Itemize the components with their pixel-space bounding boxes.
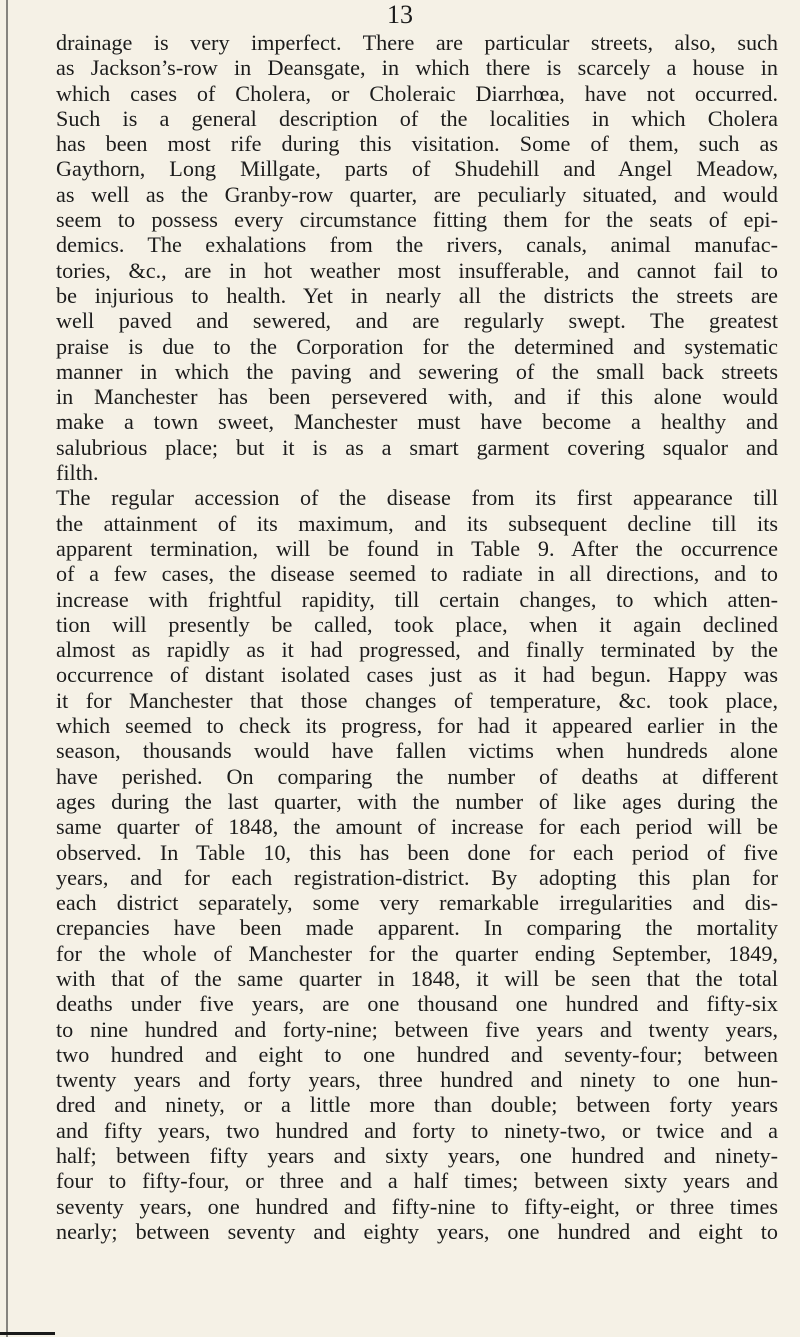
- text-line: four to fifty-four, or three and a half times; between sixty years and: [56, 1168, 778, 1194]
- text-line: praise is due to the Corporation for the determined and systematic: [56, 333, 778, 359]
- bottom-edge-rule: [0, 1332, 55, 1335]
- text-line: increase with frightful rapidity, till certain changes, to which atten-: [56, 586, 778, 612]
- page-number: 13: [387, 0, 413, 29]
- page-edge-rule: [6, 0, 8, 1337]
- text-line: for the whole of Manchester for the quarter ending September, 1849,: [56, 940, 778, 966]
- text-line: tion will presently be called, took place, when it again declined: [56, 611, 778, 637]
- text-line: well paved and sewered, and are regularly swept. The greatest: [56, 308, 778, 334]
- text-line: in Manchester has been persevered with, and if this alone would: [56, 384, 778, 410]
- body-text: [56, 30, 778, 1244]
- text-line: which seemed to check its progress, for had it appeared earlier in the: [56, 713, 778, 739]
- text-line: seem to possess every circumstance fitting them for the seats of epi-: [56, 207, 778, 233]
- text-line: twenty years and forty years, three hundred and ninety to one hun-: [56, 1067, 778, 1093]
- text-line: be injurious to health. Yet in nearly all the districts the streets are: [56, 282, 778, 308]
- text-line: as well as the Granby-row quarter, are peculiarly situated, and would: [56, 181, 778, 207]
- text-line: half; between fifty years and sixty years, one hundred and ninety-: [56, 1143, 778, 1169]
- text-line: filth.: [56, 460, 99, 486]
- text-line: The regular accession of the disease from its first appearance till: [56, 485, 778, 511]
- text-line: the attainment of its maximum, and its subsequent decline till its: [56, 510, 778, 536]
- text-line: make a town sweet, Manchester must have become a healthy and: [56, 409, 778, 435]
- text-line: as Jackson’s-row in Deansgate, in which there is scarcely a house in: [56, 55, 778, 81]
- text-line: years, and for each registration-district. By adopting this plan for: [56, 864, 778, 890]
- text-line: each district separately, some very remarkable irregularities and dis-: [56, 890, 778, 916]
- text-line: which cases of Cholera, or Choleraic Diarrhœa, have not occurred.: [56, 80, 778, 106]
- text-line: it for Manchester that those changes of temperature, &c. took place,: [56, 687, 778, 713]
- text-line: deaths under five years, are one thousand one hundred and fifty-six: [56, 991, 778, 1017]
- text-line: crepancies have been made apparent. In comparing the mortality: [56, 915, 778, 941]
- text-line: dred and ninety, or a little more than double; between forty years: [56, 1092, 778, 1118]
- text-line: drainage is very imperfect. There are particular streets, also, such: [56, 30, 778, 55]
- text-line: manner in which the paving and sewering of the small back streets: [56, 358, 778, 384]
- text-line: nearly; between seventy and eighty years, one hundred and eight to: [56, 1218, 778, 1244]
- text-line: salubrious place; but it is as a smart garment covering squalor and: [56, 434, 778, 460]
- text-line: demics. The exhalations from the rivers, canals, animal manufac-: [56, 232, 778, 258]
- text-line: observed. In Table 10, this has been done for each period of five: [56, 839, 778, 865]
- text-line: season, thousands would have fallen victims when hundreds alone: [56, 738, 778, 764]
- text-line: tories, &c., are in hot weather most insufferable, and cannot fail to: [56, 257, 778, 283]
- text-line: Gaythorn, Long Millgate, parts of Shudehill and Angel Meadow,: [56, 156, 778, 182]
- text-line: have perished. On comparing the number of deaths at different: [56, 763, 778, 789]
- text-line: Such is a general description of the localities in which Cholera: [56, 105, 778, 131]
- text-line: ages during the last quarter, with the number of like ages during the: [56, 788, 778, 814]
- text-line: apparent termination, will be found in Table 9. After the occurrence: [56, 535, 778, 561]
- text-line: occurrence of distant isolated cases just as it had begun. Happy was: [56, 662, 778, 688]
- text-line: to nine hundred and forty-nine; between five years and twenty years,: [56, 1016, 778, 1042]
- text-line: two hundred and eight to one hundred and seventy-four; between: [56, 1041, 778, 1067]
- text-line: almost as rapidly as it had progressed, and finally terminated by the: [56, 637, 778, 663]
- text-line: has been most rife during this visitation. Some of them, such as: [56, 131, 778, 157]
- text-line: seventy years, one hundred and fifty-nine to fifty-eight, or three times: [56, 1193, 778, 1219]
- text-line: with that of the same quarter in 1848, it will be seen that the total: [56, 965, 778, 991]
- text-line: of a few cases, the disease seemed to radiate in all directions, and to: [56, 561, 778, 587]
- text-line: same quarter of 1848, the amount of increase for each period will be: [56, 814, 778, 840]
- text-line: and fifty years, two hundred and forty to ninety-two, or twice and a: [56, 1117, 778, 1143]
